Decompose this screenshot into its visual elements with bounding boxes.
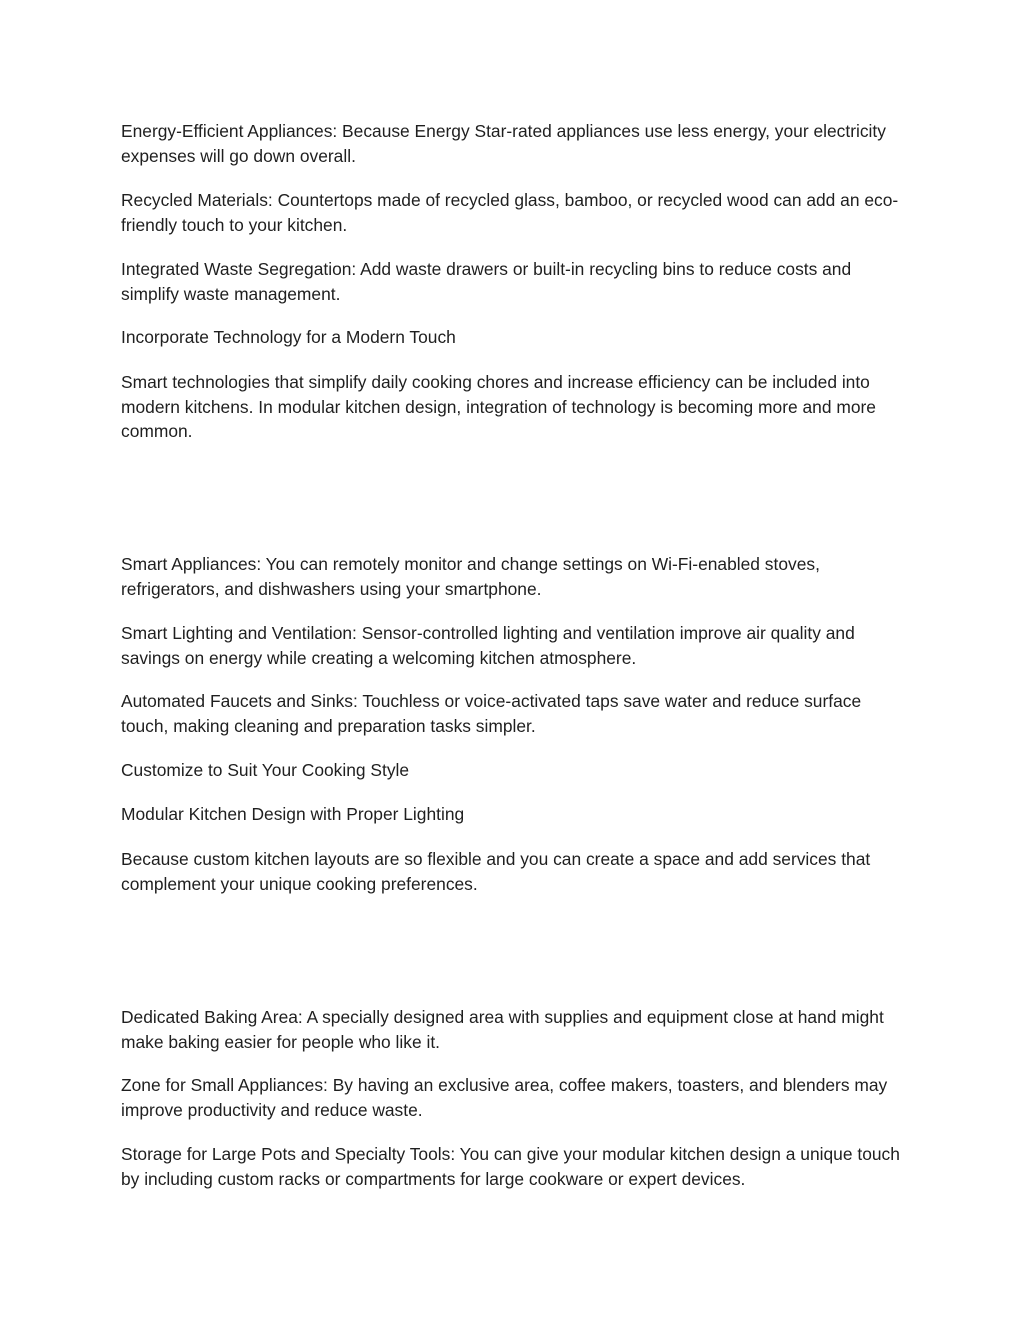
paragraph-automated-faucets-sinks: Automated Faucets and Sinks: Touchless or voice-activated taps save water and reduce surface touch, making cleaning and preparation tasks simpler. [121, 691, 862, 736]
heading-incorporate-technology: Incorporate Technology for a Modern Touch [121, 327, 456, 347]
paragraph-smart-appliances: Smart Appliances: You can remotely monitor and change settings on Wi-Fi-enabled stoves, refrigerators, and dishwashers using your smartphone. [121, 554, 820, 599]
paragraph-smart-lighting-ventilation: Smart Lighting and Ventilation: Sensor-controlled lighting and ventilation improve air quality and savings on energy while creating a welcoming kitchen atmosphere. [121, 623, 855, 668]
paragraph-energy-efficient-appliances: Energy-Efficient Appliances: Because Energy Star-rated appliances use less energy, your electricity expenses will go down overall. [121, 121, 886, 166]
paragraph-storage-large-pots: Storage for Large Pots and Specialty Tools: You can give your modular kitchen design a unique touch by including custom racks or compartments for large cookware or expert devices. [121, 1144, 900, 1189]
heading-customize-cooking-style: Customize to Suit Your Cooking Style [121, 760, 410, 780]
paragraph-integrated-waste-segregation: Integrated Waste Segregation: Add waste drawers or built-in recycling bins to reduce costs and simplify waste management. [121, 259, 852, 304]
paragraph-dedicated-baking-area: Dedicated Baking Area: A specially designed area with supplies and equipment close at hand might make baking easier for people who like it. [121, 1007, 884, 1052]
paragraph-smart-technologies: Smart technologies that simplify daily cooking chores and increase efficiency can be included into modern kitchens. In modular kitchen design, integration of technology is becoming more and more common. [121, 372, 876, 441]
paragraph-custom-kitchen-layouts: Because custom kitchen layouts are so flexible and you can create a space and add services that complement your unique cooking preferences. [121, 849, 871, 894]
paragraph-recycled-materials: Recycled Materials: Countertops made of recycled glass, bamboo, or recycled wood can add an eco-friendly touch to your kitchen. [121, 190, 899, 235]
paragraph-zone-small-appliances: Zone for Small Appliances: By having an exclusive area, coffee makers, toasters, and blenders may improve productivity and reduce waste. [121, 1075, 888, 1120]
heading-modular-kitchen-lighting: Modular Kitchen Design with Proper Lighting [121, 804, 465, 824]
